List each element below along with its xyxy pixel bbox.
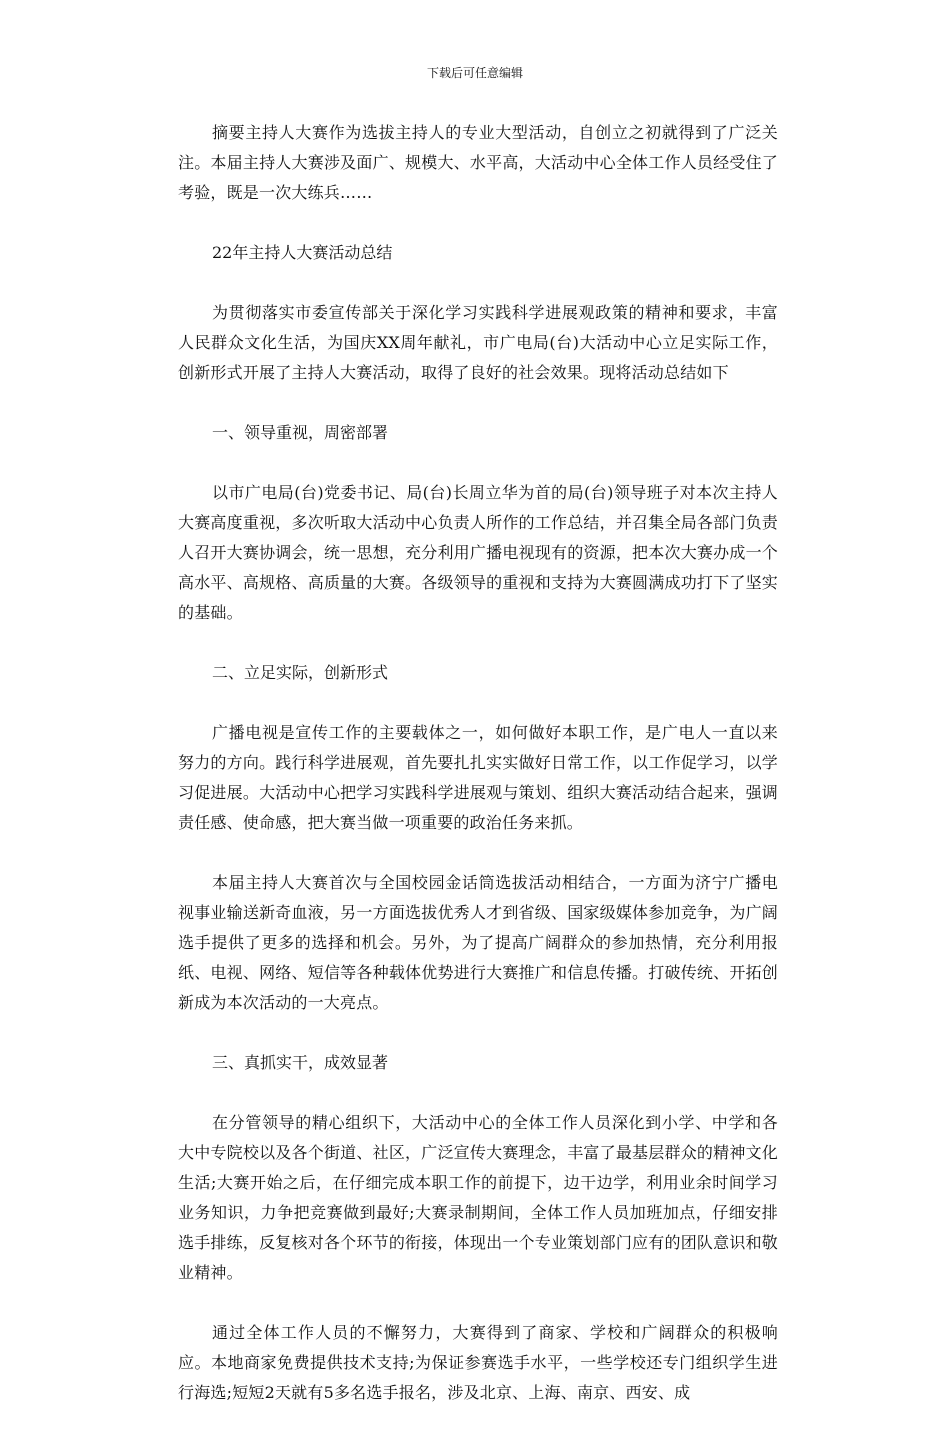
section-3-paragraph-2: 通过全体工作人员的不懈努力，大赛得到了商家、学校和广阔群众的积极响应。本地商家免费提供技术支持;为保证参赛选手水平，一些学校还专门组织学生进行海选;短短2天就有5多名选手报名，涉及北京、上海、南京、西安、成 [178,1323,778,1402]
section-2-paragraph-1: 广播电视是宣传工作的主要载体之一，如何做好本职工作，是广电人一直以来努力的方向。践行科学进展观，首先要扎扎实实做好日常工作，以工作促学习，以学习促进展。大活动中心把学习实践科学进展观与策划、组织大赛活动结合起来，强调责任感、使命感，把大赛当做一项重要的政治任务来抓。 [178,723,778,832]
page-header-note: 下载后可任意编辑 [426,66,523,80]
document-body [178,118,778,1438]
intro-paragraph: 为贯彻落实市委宣传部关于深化学习实践科学进展观政策的精神和要求，丰富人民群众文化生活，为国庆XX周年献礼，市广电局(台)大活动中心立足实际工作，创新形式开展了主持人大赛活动，取得了良好的社会效果。现将活动总结如下 [178,303,778,382]
section-3-paragraph-1: 在分管领导的精心组织下，大活动中心的全体工作人员深化到小学、中学和各大中专院校以及各个街道、社区，广泛宣传大赛理念，丰富了最基层群众的精神文化生活;大赛开始之后，在仔细完成本职工作的前提下，边干边学，利用业余时间学习业务知识，力争把竞赛做到最好;大赛录制期间，全体工作人员加班加点，仔细安排选手排练，反复核对各个环节的衔接，体现出一个专业策划部门应有的团队意识和敬业精神。 [178,1113,778,1282]
document-title: 22年主持人大赛活动总结 [212,243,393,262]
section-1-heading: 一、领导重视，周密部署 [212,423,389,442]
section-2-heading: 二、立足实际，创新形式 [212,663,389,682]
section-3-heading: 三、真抓实干，成效显著 [212,1053,389,1072]
section-1-paragraph: 以市广电局(台)党委书记、局(台)长周立华为首的局(台)领导班子对本次主持人大赛高度重视，多次听取大活动中心负责人所作的工作总结，并召集全局各部门负责人召开大赛协调会，统一思想，充分利用广播电视现有的资源，把本次大赛办成一个高水平、高规格、高质量的大赛。各级领导的重视和支持为大赛圆满成功打下了坚实的基础。 [178,483,778,622]
abstract-paragraph: 摘要主持人大赛作为选拔主持人的专业大型活动，自创立之初就得到了广泛关注。本届主持人大赛涉及面广、规模大、水平高，大活动中心全体工作人员经受住了考验，既是一次大练兵…… [178,123,778,202]
section-2-paragraph-2: 本届主持人大赛首次与全国校园金话筒选拔活动相结合，一方面为济宁广播电视事业输送新奇血液，另一方面选拔优秀人才到省级、国家级媒体参加竞争，为广阔选手提供了更多的选择和机会。另外，为了提高广阔群众的参加热情，充分利用报纸、电视、网络、短信等各种载体优势进行大赛推广和信息传播。打破传统、开拓创新成为本次活动的一大亮点。 [178,873,778,1012]
